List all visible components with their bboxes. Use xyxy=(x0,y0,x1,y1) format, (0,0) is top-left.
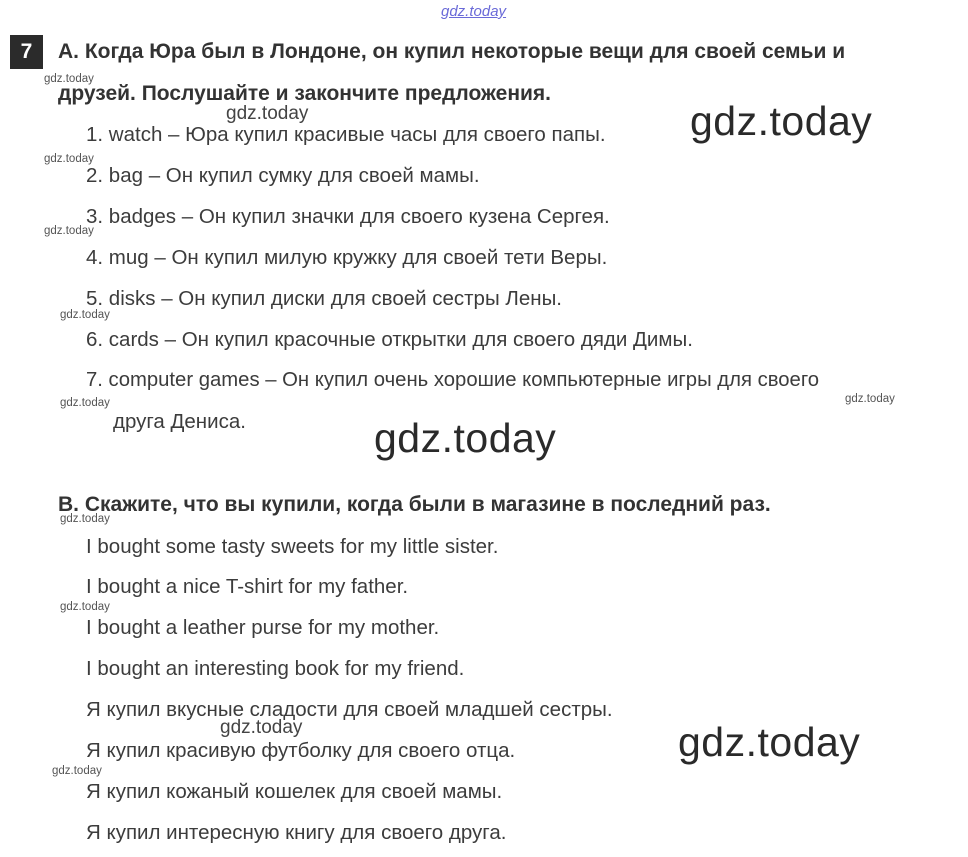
part-b-sentence-6: Я купил красивую футболку для своего отца. xyxy=(86,739,516,762)
part-a-item-1: 1. watch – Юра купил красивые часы для своего папы. xyxy=(86,123,606,146)
watermark-big: gdz.today xyxy=(690,98,873,144)
part-b-sentence-5: Я купил вкусные сладости для своей младшей сестры. xyxy=(86,698,613,721)
part-a-item-2: 2. bag – Он купил сумку для своей мамы. xyxy=(86,164,480,187)
watermark-top: gdz.today xyxy=(441,3,507,20)
watermark-small: gdz.today xyxy=(60,309,110,321)
watermark-small: gdz.today xyxy=(44,153,94,165)
part-a-heading-line1: A. Когда Юра был в Лондоне, он купил некоторые вещи для своей семьи и xyxy=(58,40,846,63)
part-b-sentence-2: I bought a nice T-shirt for my father. xyxy=(86,575,409,598)
watermark-small: gdz.today xyxy=(60,397,110,409)
watermark-small: gdz.today xyxy=(44,225,94,237)
watermark-small: gdz.today xyxy=(60,601,110,613)
part-b-sentence-3: I bought a leather purse for my mother. xyxy=(86,616,440,639)
part-a-item-5: 5. disks – Он купил диски для своей сестры Лены. xyxy=(86,287,562,310)
watermark-big: gdz.today xyxy=(678,719,861,765)
part-b-sentence-8: Я купил интересную книгу для своего друга. xyxy=(86,821,507,844)
part-a-item-6: 6. cards – Он купил красочные открытки для своего дяди Димы. xyxy=(86,328,693,351)
part-b-sentence-4: I bought an interesting book for my friend. xyxy=(86,657,465,680)
watermark-small: gdz.today xyxy=(60,513,110,525)
part-a-heading-line2: друзей. Послушайте и закончите предложения. xyxy=(58,82,551,105)
part-b-sentence-7: Я купил кожаный кошелек для своей мамы. xyxy=(86,780,503,803)
watermark-mid: gdz.today xyxy=(220,717,303,738)
watermark-small: gdz.today xyxy=(52,765,102,777)
part-b-heading: B. Скажите, что вы купили, когда были в магазине в последний раз. xyxy=(58,493,771,516)
part-a-item-7: 7. computer games – Он купил очень хорошие компьютерные игры для своего xyxy=(86,369,820,391)
part-a-item-3: 3. badges – Он купил значки для своего кузена Сергея. xyxy=(86,205,610,228)
watermark-big: gdz.today xyxy=(374,415,557,461)
exercise-number-badge: 7 xyxy=(10,35,43,69)
watermark-small: gdz.today xyxy=(44,73,94,85)
part-a-item-7-continuation: друга Дениса. xyxy=(113,410,246,433)
part-a-item-4: 4. mug – Он купил милую кружку для своей тети Веры. xyxy=(86,246,608,269)
watermark-small: gdz.today xyxy=(845,393,895,405)
watermark-mid: gdz.today xyxy=(226,103,309,124)
part-b-sentence-1: I bought some tasty sweets for my little sister. xyxy=(86,535,499,558)
